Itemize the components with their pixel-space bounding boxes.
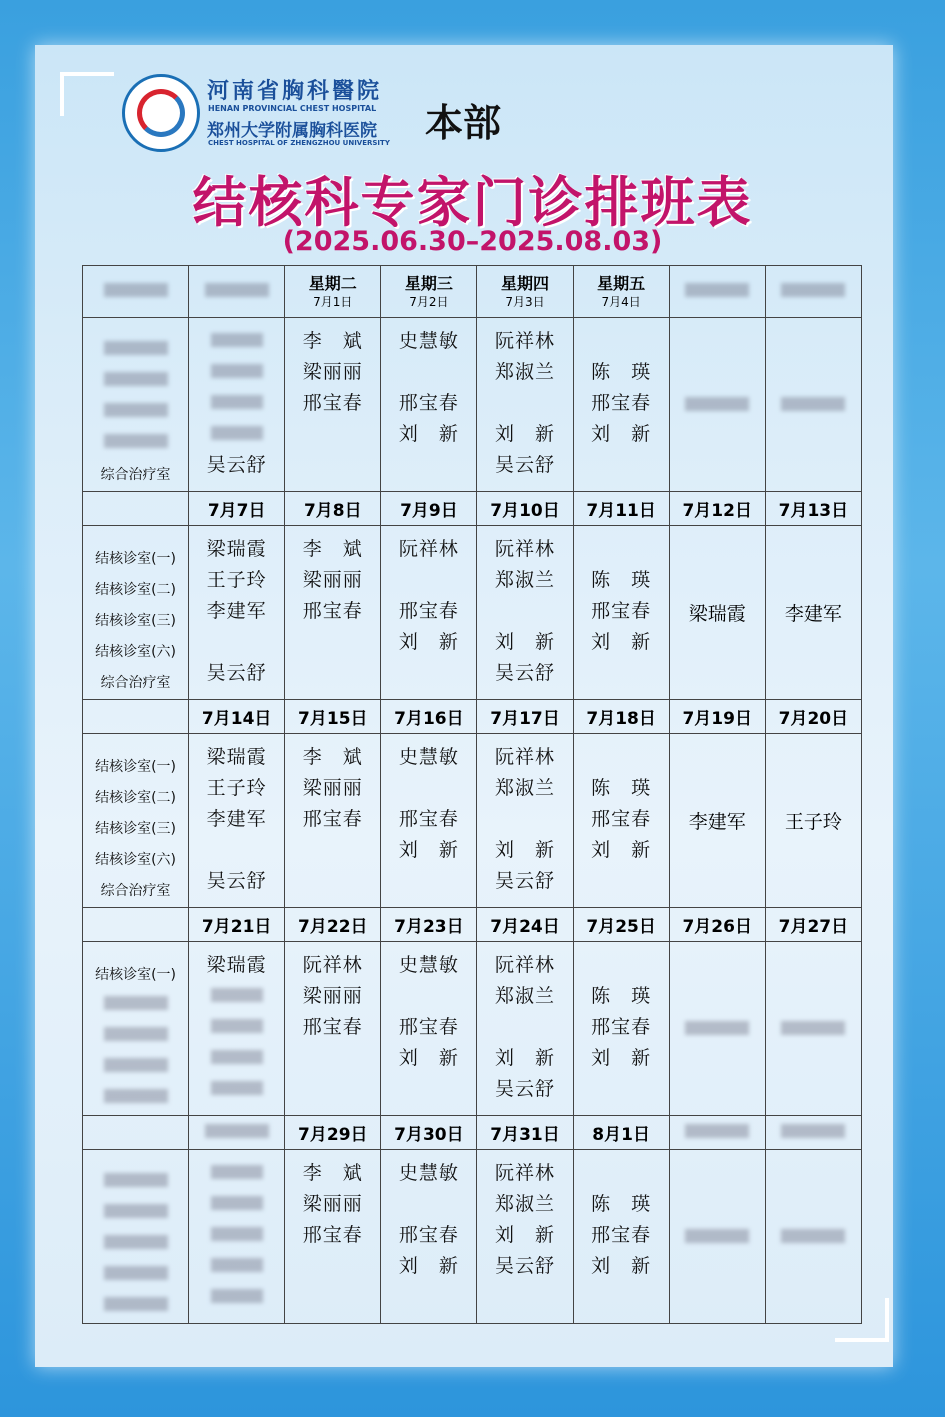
date-cell: 7月19日 — [669, 700, 765, 734]
blurred-content — [104, 1204, 168, 1218]
schedule-cell — [573, 942, 669, 1116]
doctor-name: 陈 瑛 — [591, 985, 652, 1007]
room-label — [83, 1053, 188, 1084]
doctor-name — [477, 804, 572, 835]
header-cell-blurred — [765, 266, 861, 318]
room-label — [83, 1022, 188, 1053]
doctor-name: 阮祥林 — [398, 538, 459, 560]
weekend-cell — [765, 318, 861, 492]
date-cell: 7月27日 — [765, 908, 861, 942]
weekday-name: 星期三 — [404, 273, 453, 293]
page-title: 结核科专家门诊排班表 — [192, 171, 753, 234]
weekend-cell — [765, 942, 861, 1116]
blurred-content — [104, 1089, 168, 1103]
affiliation-en: CHEST HOSPITAL OF ZHENGZHOU UNIVERSITY — [208, 139, 390, 147]
room-label — [83, 1168, 188, 1199]
blurred-content — [104, 1297, 168, 1311]
doctor-name — [574, 1158, 669, 1189]
doctor-name: 梁丽丽 — [302, 569, 363, 591]
weekday-header — [381, 266, 477, 318]
doctor-name: 郑淑兰 — [495, 569, 556, 591]
doctor-name — [381, 1074, 476, 1105]
blurred-content — [104, 1235, 168, 1249]
doctor-name: 陈 瑛 — [591, 569, 652, 591]
blurred-content — [211, 1019, 263, 1033]
date-cell: 7月31日 — [477, 1116, 573, 1150]
room-label — [83, 367, 188, 398]
blurred-content — [211, 364, 263, 378]
doctor-name: 李 斌 — [302, 1162, 363, 1184]
schedule-cell — [477, 318, 573, 492]
affiliation-cn: 郑州大学附属胸科医院 — [207, 121, 377, 141]
room-list — [83, 526, 189, 700]
blurred-content — [685, 1021, 749, 1035]
room-label: 结核诊室(二) — [95, 790, 177, 806]
schedule-cell — [285, 734, 381, 908]
doctor-name: 刘 新 — [398, 423, 459, 445]
blurred-content — [211, 333, 263, 347]
schedule-cell — [381, 942, 477, 1116]
schedule-cell — [189, 526, 285, 700]
doctor-name: 邢宝春 — [398, 808, 459, 830]
blurred-content — [104, 341, 168, 355]
doctor-name: 刘 新 — [591, 839, 652, 861]
doctor-name: 梁丽丽 — [302, 361, 363, 383]
room-label: 综合治疗室 — [100, 467, 171, 483]
doctor-name: 刘 新 — [591, 631, 652, 653]
room-label: 结核诊室(六) — [95, 852, 177, 868]
schedule-cell — [477, 942, 573, 1116]
blurred-content — [211, 1196, 263, 1210]
doctor-name: 史慧敏 — [398, 746, 459, 768]
blurred-content — [781, 397, 845, 411]
weekday-name: 星期五 — [597, 273, 646, 293]
doctor-name — [574, 658, 669, 689]
schedule-cell — [573, 734, 669, 908]
doctor-name: 史慧敏 — [398, 1162, 459, 1184]
blurred-content — [104, 1266, 168, 1280]
blurred-content — [104, 1027, 168, 1041]
blurred-content — [104, 283, 168, 297]
doctor-name — [285, 450, 380, 481]
doctor-name: 李建军 — [206, 600, 267, 622]
date-cell: 7月10日 — [477, 492, 573, 526]
doctor-name: 梁丽丽 — [302, 985, 363, 1007]
room-label — [83, 1292, 188, 1323]
room-label: 综合治疗室 — [100, 883, 171, 899]
doctor-name — [189, 419, 284, 450]
weekend-cell: 李建军 — [669, 734, 765, 908]
doctor-name: 阮祥林 — [495, 1162, 556, 1184]
doctor-name — [477, 596, 572, 627]
doctor-name — [477, 1282, 572, 1313]
schedule-cell — [189, 734, 285, 908]
header-cell-blurred — [189, 266, 285, 318]
corner-frame-top-left — [60, 72, 114, 116]
weekend-cell — [669, 1150, 765, 1324]
date-row-spacer — [83, 700, 189, 734]
date-cell: 7月16日 — [381, 700, 477, 734]
doctor-name — [381, 773, 476, 804]
doctor-name: 吴云舒 — [206, 662, 267, 684]
doctor-name — [574, 1074, 669, 1105]
doctor-name — [381, 981, 476, 1012]
blurred-content — [104, 1173, 168, 1187]
doctor-name: 吴云舒 — [206, 454, 267, 476]
doctor-name: 王子玲 — [206, 569, 267, 591]
doctor-name — [189, 1158, 284, 1189]
weekend-cell — [669, 318, 765, 492]
weekend-cell — [669, 942, 765, 1116]
weekday-name: 星期二 — [308, 273, 357, 293]
hospital-name-cn: 河南省胸科醫院 — [207, 78, 383, 104]
weekday-name: 星期四 — [501, 273, 550, 293]
doctor-name — [285, 658, 380, 689]
date-cell: 7月29日 — [285, 1116, 381, 1150]
blurred-content — [781, 1021, 845, 1035]
doctor-name: 刘 新 — [495, 631, 556, 653]
blurred-content — [104, 1058, 168, 1072]
doctor-name: 邢宝春 — [398, 1224, 459, 1246]
date-cell: 7月22日 — [285, 908, 381, 942]
doctor-name: 阮祥林 — [495, 746, 556, 768]
doctor-name — [285, 1282, 380, 1313]
doctor-name: 李建军 — [206, 808, 267, 830]
weekday-header — [573, 266, 669, 318]
blurred-content — [781, 283, 845, 297]
doctor-name — [477, 1012, 572, 1043]
date-cell: 7月21日 — [189, 908, 285, 942]
doctor-name — [189, 388, 284, 419]
date-cell: 7月23日 — [381, 908, 477, 942]
date-cell — [189, 1116, 285, 1150]
doctor-name: 阮祥林 — [302, 954, 363, 976]
room-label: 结核诊室(二) — [95, 582, 177, 598]
room-list — [83, 318, 189, 492]
doctor-name: 陈 瑛 — [591, 777, 652, 799]
doctor-name: 史慧敏 — [398, 330, 459, 352]
room-label — [83, 1261, 188, 1292]
blurred-content — [211, 1227, 263, 1241]
blurred-content — [685, 1124, 749, 1138]
doctor-name — [189, 1282, 284, 1313]
room-label — [83, 1230, 188, 1261]
doctor-name: 梁瑞霞 — [206, 746, 267, 768]
schedule-table — [82, 265, 862, 1324]
doctor-name: 邢宝春 — [302, 1016, 363, 1038]
room-label: 结核诊室(三) — [95, 821, 177, 837]
header-cell-blurred — [83, 266, 189, 318]
date-cell: 7月7日 — [189, 492, 285, 526]
blurred-content — [205, 283, 269, 297]
date-cell: 7月17日 — [477, 700, 573, 734]
doctor-name — [381, 450, 476, 481]
blurred-content — [781, 1124, 845, 1138]
doctor-name: 刘 新 — [495, 839, 556, 861]
date-cell: 7月15日 — [285, 700, 381, 734]
schedule-cell — [285, 526, 381, 700]
schedule-cell — [285, 1150, 381, 1324]
doctor-name — [189, 1189, 284, 1220]
date-row-spacer — [83, 492, 189, 526]
doctor-name: 史慧敏 — [398, 954, 459, 976]
doctor-name — [189, 326, 284, 357]
room-label — [83, 991, 188, 1022]
doctor-name — [285, 1043, 380, 1074]
blurred-content — [685, 283, 749, 297]
hospital-name-en: HENAN PROVINCIAL CHEST HOSPITAL — [208, 104, 377, 113]
doctor-name: 吴云舒 — [495, 1255, 556, 1277]
doctor-name: 梁瑞霞 — [206, 538, 267, 560]
doctor-name: 郑淑兰 — [495, 777, 556, 799]
doctor-name: 邢宝春 — [302, 392, 363, 414]
doctor-name: 吴云舒 — [495, 1078, 556, 1100]
doctor-name: 梁瑞霞 — [206, 954, 267, 976]
blurred-content — [205, 1124, 269, 1138]
date-cell: 7月13日 — [765, 492, 861, 526]
doctor-name: 梁丽丽 — [302, 1193, 363, 1215]
doctor-name — [189, 1074, 284, 1105]
schedule-cell — [189, 1150, 285, 1324]
doctor-name: 刘 新 — [495, 1224, 556, 1246]
weekend-cell: 梁瑞霞 — [669, 526, 765, 700]
blurred-content — [211, 988, 263, 1002]
weekday-date: 7月4日 — [601, 294, 641, 309]
blurred-content — [104, 996, 168, 1010]
schedule-cell — [381, 318, 477, 492]
schedule-cell — [285, 318, 381, 492]
doctor-name: 李 斌 — [302, 538, 363, 560]
blurred-content — [104, 434, 168, 448]
doctor-name — [189, 981, 284, 1012]
room-label: 结核诊室(三) — [95, 613, 177, 629]
date-cell — [765, 1116, 861, 1150]
doctor-name — [285, 1074, 380, 1105]
schedule-cell — [381, 1150, 477, 1324]
doctor-name: 刘 新 — [495, 423, 556, 445]
doctor-name: 邢宝春 — [398, 1016, 459, 1038]
room-label: 结核诊室(一) — [95, 551, 177, 567]
blurred-content — [211, 1165, 263, 1179]
room-label: 结核诊室(一) — [95, 759, 177, 775]
weekday-header — [285, 266, 381, 318]
weekday-header — [477, 266, 573, 318]
doctor-name: 李 斌 — [302, 746, 363, 768]
doctor-name: 邢宝春 — [591, 392, 652, 414]
doctor-name: 陈 瑛 — [591, 361, 652, 383]
blurred-content — [104, 372, 168, 386]
doctor-name — [189, 1220, 284, 1251]
doctor-name: 吴云舒 — [206, 870, 267, 892]
doctor-name: 刘 新 — [398, 1047, 459, 1069]
department-label: 本部 — [425, 101, 502, 145]
hospital-logo-icon — [122, 74, 200, 152]
doctor-name: 邢宝春 — [591, 1224, 652, 1246]
doctor-name: 邢宝春 — [302, 1224, 363, 1246]
date-cell — [669, 1116, 765, 1150]
doctor-name — [574, 450, 669, 481]
doctor-name: 陈 瑛 — [591, 1193, 652, 1215]
doctor-name — [574, 742, 669, 773]
date-cell: 7月26日 — [669, 908, 765, 942]
doctor-name: 邢宝春 — [398, 392, 459, 414]
date-cell: 7月24日 — [477, 908, 573, 942]
blurred-content — [781, 1229, 845, 1243]
doctor-name: 吴云舒 — [495, 870, 556, 892]
blurred-content — [211, 1258, 263, 1272]
doctor-name — [189, 835, 284, 866]
doctor-name — [381, 1189, 476, 1220]
date-range: (2025.06.30–2025.08.03) — [282, 226, 663, 257]
doctor-name: 刘 新 — [495, 1047, 556, 1069]
doctor-name: 阮祥林 — [495, 538, 556, 560]
doctor-name — [381, 357, 476, 388]
date-row-spacer — [83, 1116, 189, 1150]
doctor-name — [381, 1282, 476, 1313]
date-cell: 7月11日 — [573, 492, 669, 526]
doctor-name — [477, 388, 572, 419]
schedule-cell — [189, 942, 285, 1116]
blurred-content — [685, 397, 749, 411]
doctor-name — [285, 835, 380, 866]
doctor-name — [381, 866, 476, 897]
doctor-name: 阮祥林 — [495, 954, 556, 976]
doctor-name — [381, 565, 476, 596]
doctor-name: 邢宝春 — [398, 600, 459, 622]
room-label — [83, 336, 188, 367]
doctor-name: 刘 新 — [398, 631, 459, 653]
schedule-cell — [189, 318, 285, 492]
doctor-name — [574, 1282, 669, 1313]
doctor-name — [189, 1043, 284, 1074]
doctor-name — [381, 658, 476, 689]
doctor-name: 刘 新 — [591, 1047, 652, 1069]
date-row-spacer — [83, 908, 189, 942]
doctor-name: 邢宝春 — [591, 808, 652, 830]
room-list — [83, 942, 189, 1116]
blurred-content — [104, 403, 168, 417]
schedule-cell — [477, 1150, 573, 1324]
doctor-name: 刘 新 — [591, 423, 652, 445]
date-cell: 7月30日 — [381, 1116, 477, 1150]
room-label — [83, 398, 188, 429]
doctor-name — [189, 1012, 284, 1043]
doctor-name — [574, 950, 669, 981]
schedule-cell — [381, 526, 477, 700]
room-list — [83, 1150, 189, 1324]
weekend-cell: 王子玲 — [765, 734, 861, 908]
blurred-content — [685, 1229, 749, 1243]
date-cell: 7月14日 — [189, 700, 285, 734]
doctor-name — [574, 534, 669, 565]
doctor-name: 吴云舒 — [495, 454, 556, 476]
room-label — [83, 1084, 188, 1115]
weekday-date: 7月2日 — [409, 294, 449, 309]
doctor-name: 郑淑兰 — [495, 1193, 556, 1215]
doctor-name: 刘 新 — [591, 1255, 652, 1277]
doctor-name: 刘 新 — [398, 839, 459, 861]
schedule-cell — [573, 1150, 669, 1324]
room-label: 结核诊室(一) — [95, 967, 177, 983]
doctor-name: 邢宝春 — [591, 1016, 652, 1038]
doctor-name: 邢宝春 — [302, 600, 363, 622]
doctor-name — [285, 419, 380, 450]
date-cell: 8月1日 — [573, 1116, 669, 1150]
doctor-name: 阮祥林 — [495, 330, 556, 352]
room-list — [83, 734, 189, 908]
weekend-cell: 李建军 — [765, 526, 861, 700]
room-label — [83, 429, 188, 460]
doctor-name: 梁丽丽 — [302, 777, 363, 799]
date-cell: 7月12日 — [669, 492, 765, 526]
date-cell: 7月9日 — [381, 492, 477, 526]
weekday-date: 7月1日 — [313, 294, 353, 309]
doctor-name: 郑淑兰 — [495, 361, 556, 383]
room-label — [83, 1199, 188, 1230]
schedule-cell — [477, 526, 573, 700]
schedule-cell — [573, 526, 669, 700]
doctor-name: 邢宝春 — [591, 600, 652, 622]
weekend-cell — [765, 1150, 861, 1324]
doctor-name — [189, 357, 284, 388]
doctor-name — [189, 627, 284, 658]
weekday-date: 7月3日 — [505, 294, 545, 309]
doctor-name: 吴云舒 — [495, 662, 556, 684]
doctor-name — [285, 1251, 380, 1282]
date-cell: 7月18日 — [573, 700, 669, 734]
blurred-content — [211, 395, 263, 409]
doctor-name — [189, 1251, 284, 1282]
room-label: 综合治疗室 — [100, 675, 171, 691]
schedule-cell — [285, 942, 381, 1116]
doctor-name: 邢宝春 — [302, 808, 363, 830]
blurred-content — [211, 1050, 263, 1064]
doctor-name — [574, 866, 669, 897]
date-cell: 7月20日 — [765, 700, 861, 734]
doctor-name — [574, 326, 669, 357]
room-label: 结核诊室(六) — [95, 644, 177, 660]
doctor-name: 李 斌 — [302, 330, 363, 352]
blurred-content — [211, 1081, 263, 1095]
blurred-content — [211, 426, 263, 440]
doctor-name — [285, 866, 380, 897]
blurred-content — [211, 1289, 263, 1303]
header-cell-blurred — [669, 266, 765, 318]
doctor-name: 郑淑兰 — [495, 985, 556, 1007]
doctor-name — [285, 627, 380, 658]
date-cell: 7月25日 — [573, 908, 669, 942]
schedule-cell — [573, 318, 669, 492]
doctor-name: 刘 新 — [398, 1255, 459, 1277]
schedule-cell — [381, 734, 477, 908]
date-cell: 7月8日 — [285, 492, 381, 526]
doctor-name: 王子玲 — [206, 777, 267, 799]
schedule-cell — [477, 734, 573, 908]
